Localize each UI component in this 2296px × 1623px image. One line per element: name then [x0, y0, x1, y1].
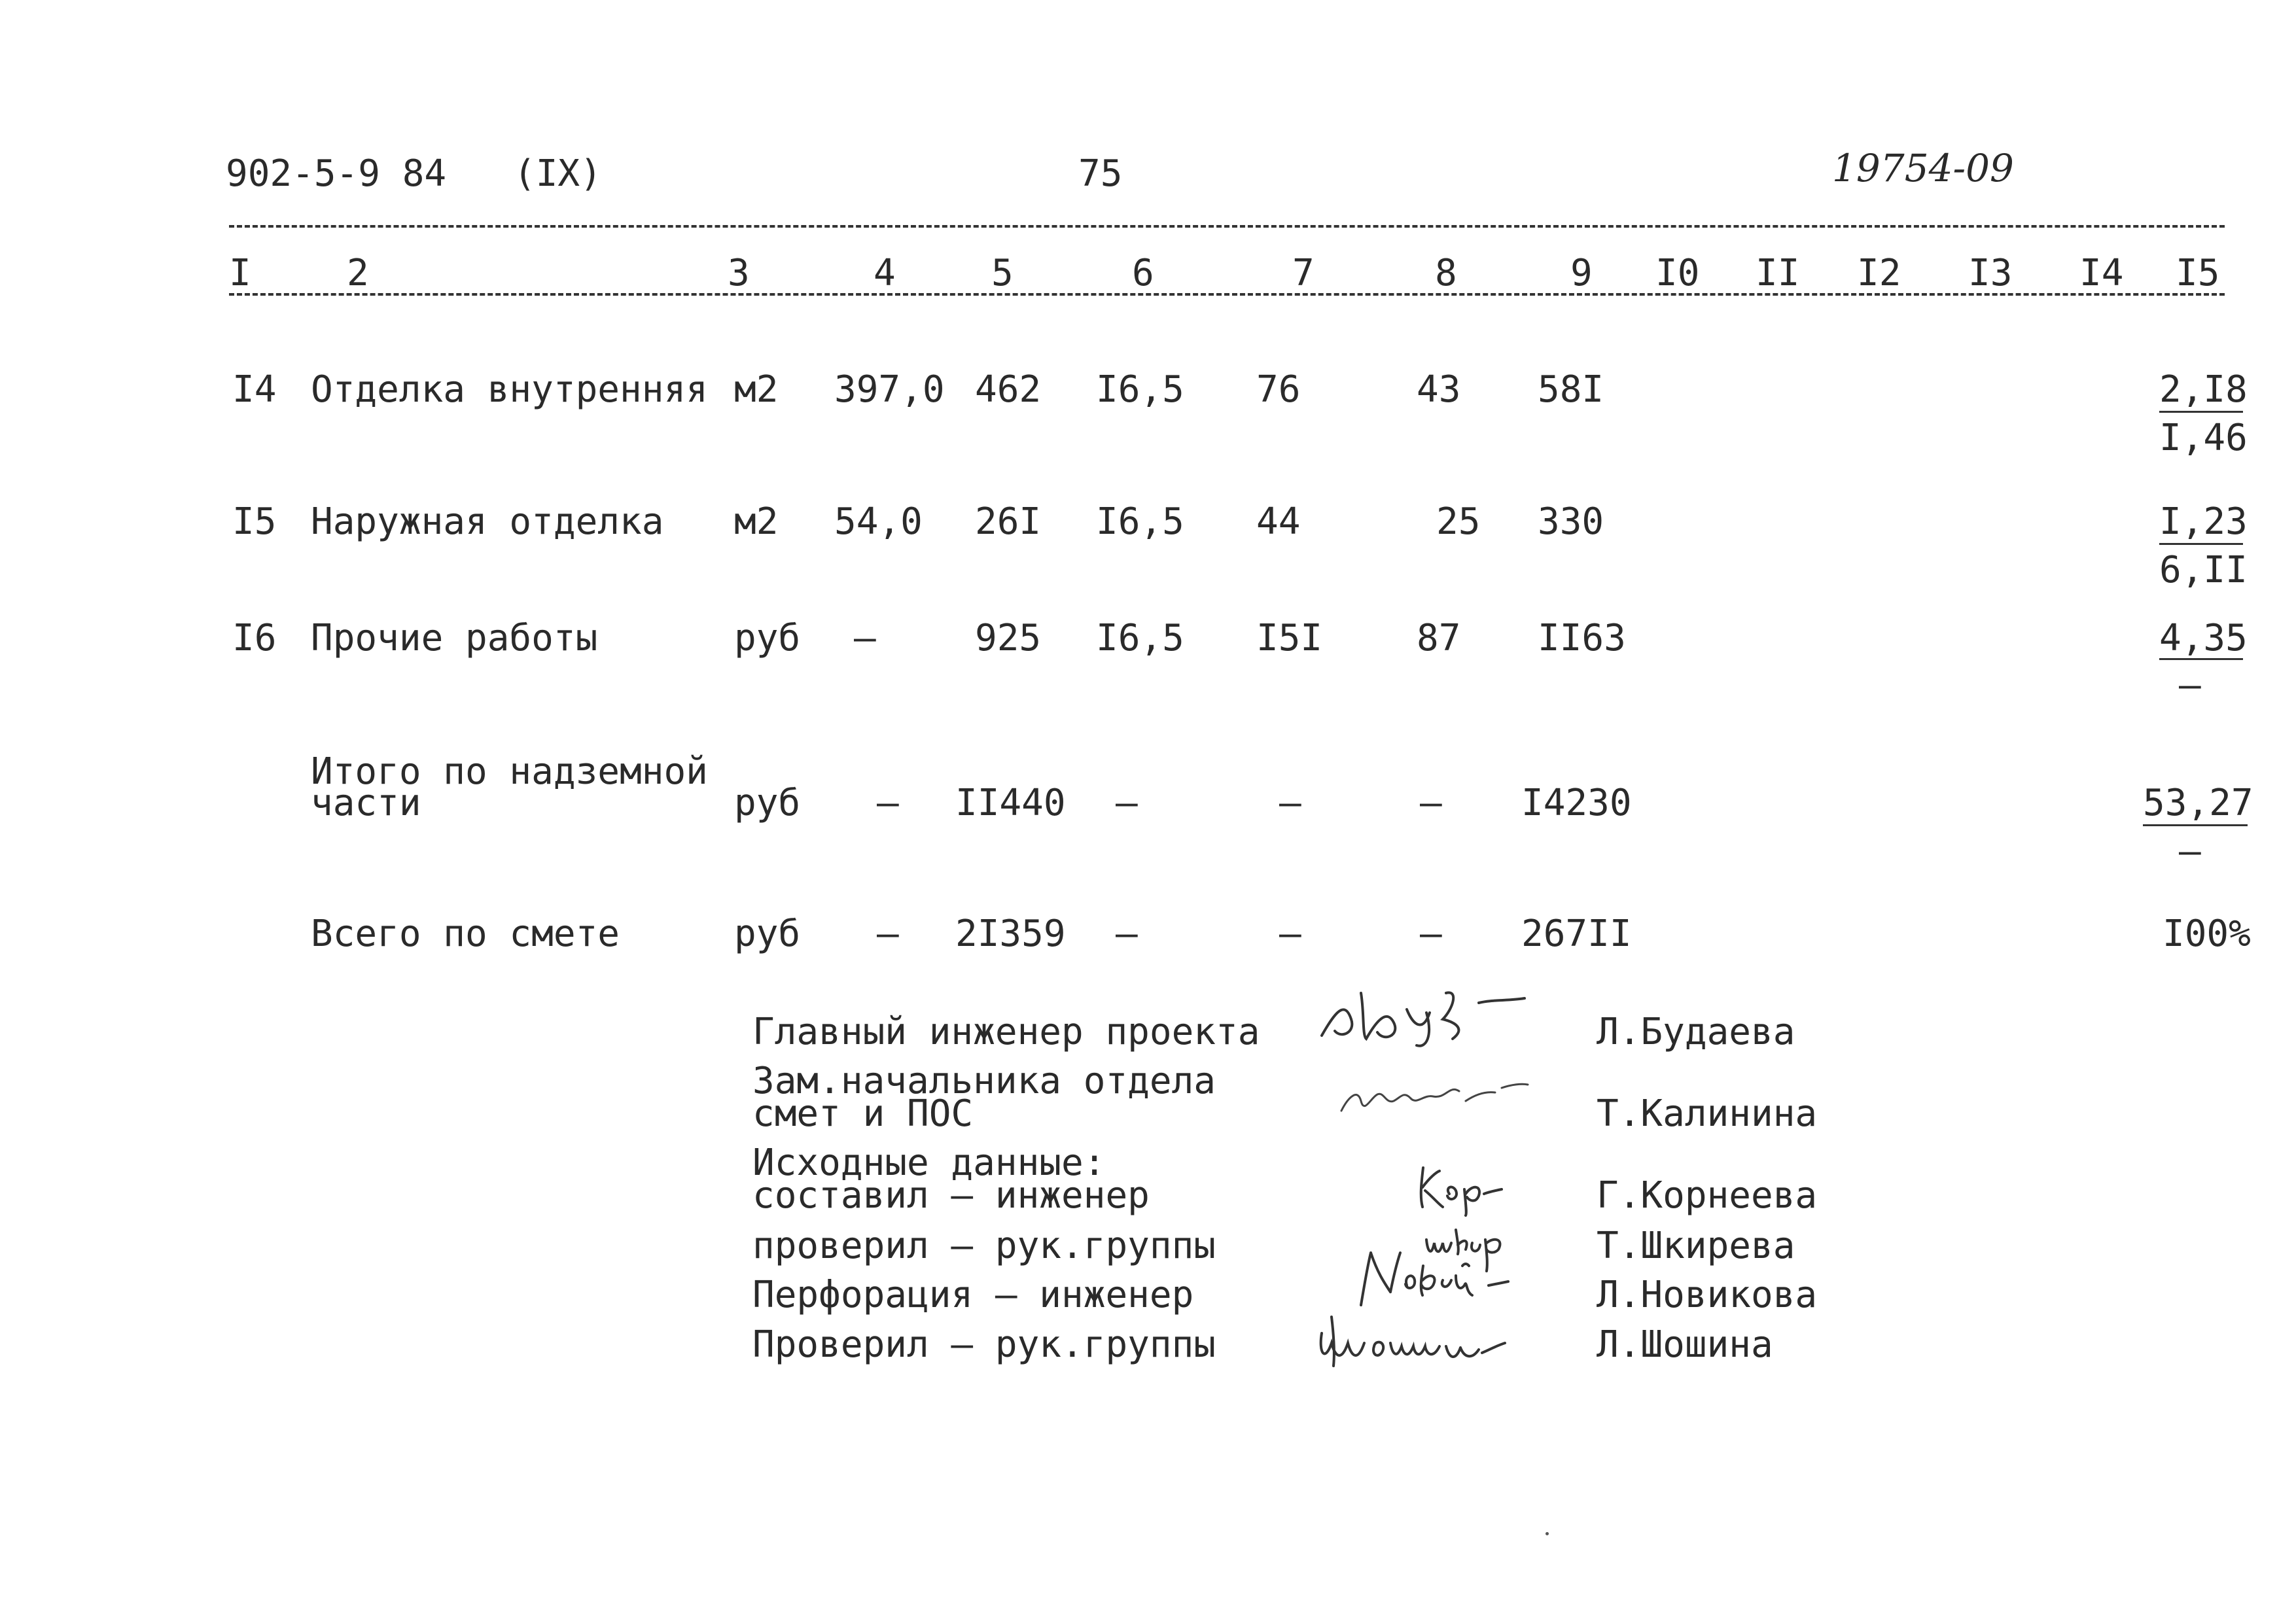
signer-name: Л.Будаева: [1597, 1011, 1795, 1053]
signer-role-line2: составил – инженер: [752, 1174, 1150, 1217]
row-col6: I6,5: [1096, 368, 1184, 411]
row-name: Наружная отделка: [311, 500, 664, 543]
scan-speck: [1545, 1532, 1549, 1535]
col-num-10: I0: [1655, 252, 1700, 294]
row-col8: 25: [1436, 500, 1481, 543]
col-num-14: I4: [2079, 252, 2124, 294]
fraction-line: [2159, 411, 2243, 413]
row-col7: 44: [1256, 500, 1301, 543]
col-num-6: 6: [1132, 252, 1154, 294]
row-col15-top: 2,I8: [2159, 368, 2248, 411]
signature-budaeva: [1315, 973, 1531, 1052]
col-num-11: II: [1756, 252, 1800, 294]
row-col6: I6,5: [1096, 500, 1184, 543]
col-num-4: 4: [874, 252, 896, 294]
row-name: Отделка внутренняя: [311, 368, 708, 411]
fraction-line: [2159, 658, 2243, 660]
col-num-9: 9: [1570, 252, 1593, 294]
signature-korneeva: [1413, 1158, 1505, 1217]
col-num-2: 2: [347, 252, 369, 294]
row-col6: I6,5: [1096, 617, 1184, 659]
signature-kalinina: [1335, 1065, 1531, 1124]
row-number: I4: [232, 368, 277, 411]
subtotal-name-line1: Итого по надземной: [311, 750, 708, 793]
total-name: Всего по смете: [311, 913, 620, 955]
subtotal-col6: –: [1116, 782, 1138, 824]
signer-name: Т.Шкирева: [1597, 1225, 1795, 1267]
signer-name: Л.Шошина: [1597, 1323, 1773, 1366]
subtotal-qty: –: [877, 782, 899, 824]
subtotal-name-line2: части: [311, 782, 421, 824]
subtotal-col7: –: [1279, 782, 1301, 824]
subtotal-col9: I4230: [1521, 782, 1632, 824]
row-qty: –: [854, 617, 876, 659]
col-num-12: I2: [1857, 252, 1901, 294]
subtotal-col15-bottom: –: [2179, 830, 2201, 873]
row-col15-bottom: –: [2179, 664, 2201, 707]
col-num-1: I: [229, 252, 251, 294]
volume-label: (IX): [514, 152, 602, 195]
row-col15-top: 4,35: [2159, 617, 2248, 659]
signer-role-line1: Исходные данные:: [752, 1142, 1106, 1184]
row-unit: руб: [734, 617, 801, 659]
signer-name: Л.Новикова: [1597, 1274, 1818, 1316]
total-col8: –: [1420, 913, 1442, 955]
row-name: Прочие работы: [311, 617, 598, 659]
total-col7: –: [1279, 913, 1301, 955]
signature-novikova: [1348, 1240, 1531, 1312]
row-col5: 462: [975, 368, 1042, 411]
row-col9: 58I: [1538, 368, 1604, 411]
signer-role-line1: Зам.начальника отдела: [752, 1060, 1216, 1102]
row-col9: 330: [1538, 500, 1604, 543]
total-qty: –: [877, 913, 899, 955]
row-qty: 397,0: [834, 368, 945, 411]
row-unit: м2: [734, 500, 779, 543]
col-num-3: 3: [728, 252, 750, 294]
total-col6: –: [1116, 913, 1138, 955]
signer-name: Г.Корнеева: [1597, 1174, 1818, 1217]
page-number: 75: [1078, 152, 1123, 195]
row-col15-bottom: I,46: [2159, 417, 2248, 459]
signer-role: проверил – рук.группы: [752, 1225, 1216, 1267]
col-num-13: I3: [1968, 252, 2013, 294]
row-col5: 26I: [975, 500, 1042, 543]
col-num-5: 5: [991, 252, 1014, 294]
column-header-divider: [229, 293, 2225, 296]
row-col8: 43: [1417, 368, 1461, 411]
header-divider: [229, 225, 2225, 228]
total-col9: 267II: [1521, 913, 1632, 955]
row-col15-bottom: 6,II: [2159, 549, 2248, 591]
row-col9: II63: [1538, 617, 1626, 659]
row-col7: I5I: [1256, 617, 1323, 659]
signer-role: Главный инженер проекта: [752, 1011, 1260, 1053]
doc-code: 902-5-9 84: [226, 152, 447, 195]
row-number: I6: [232, 617, 277, 659]
row-qty: 54,0: [834, 500, 923, 543]
fraction-line: [2143, 824, 2248, 826]
fraction-line: [2159, 543, 2243, 545]
subtotal-col15-top: 53,27: [2143, 782, 2253, 824]
total-col15: I00%: [2163, 913, 2251, 955]
subtotal-col8: –: [1420, 782, 1442, 824]
row-col15-top: I,23: [2159, 500, 2248, 543]
row-col5: 925: [975, 617, 1042, 659]
signer-role: Проверил – рук.группы: [752, 1323, 1216, 1366]
row-col7: 76: [1256, 368, 1301, 411]
total-col5: 2I359: [955, 913, 1066, 955]
signer-role: Перфорация – инженер: [752, 1274, 1194, 1316]
inventory-number: 19754-09: [1832, 146, 2014, 190]
col-num-8: 8: [1435, 252, 1457, 294]
total-unit: руб: [734, 913, 801, 955]
signature-shoshina: [1315, 1307, 1511, 1372]
signer-role-line2: смет и ПОС: [752, 1092, 974, 1135]
col-num-7: 7: [1292, 252, 1315, 294]
row-unit: м2: [734, 368, 779, 411]
subtotal-col5: II440: [955, 782, 1066, 824]
signer-name: Т.Калинина: [1597, 1092, 1818, 1135]
col-num-15: I5: [2176, 252, 2220, 294]
subtotal-unit: руб: [734, 782, 801, 824]
row-col8: 87: [1417, 617, 1461, 659]
row-number: I5: [232, 500, 277, 543]
